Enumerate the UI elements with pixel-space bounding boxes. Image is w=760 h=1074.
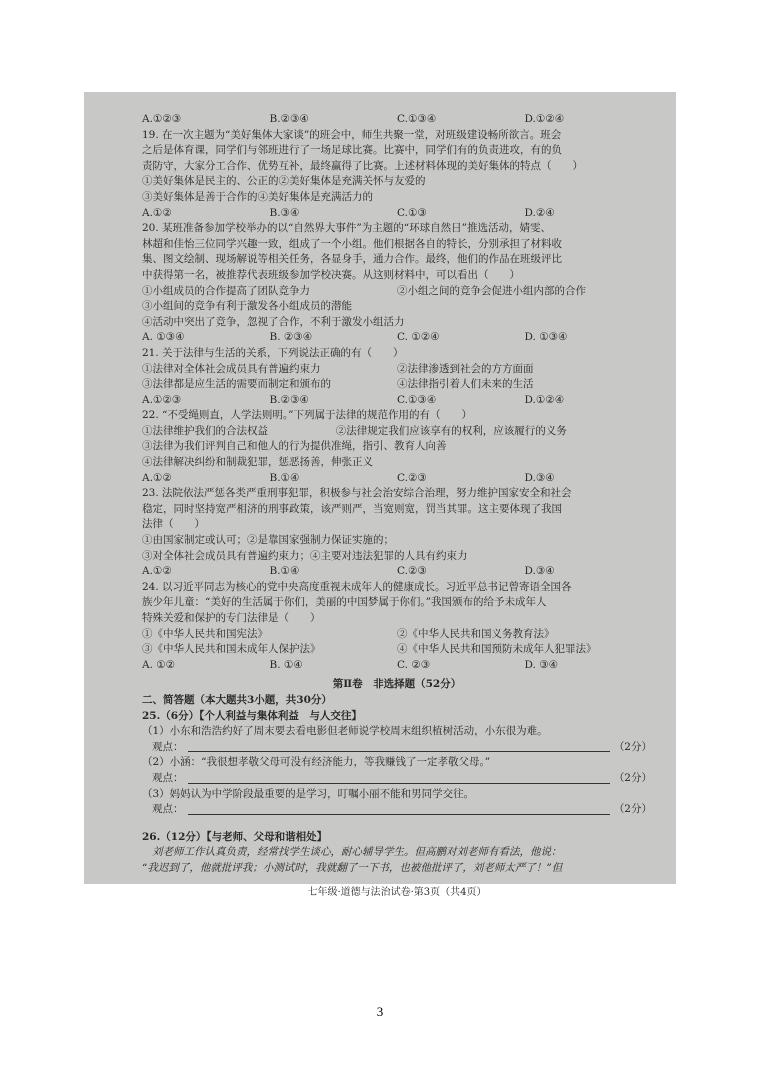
question-text: 20. 某班准备参加学校举办的以“自然界大事件”为主题的“环球自然日”推选活动，婧雯、 [142, 222, 552, 235]
option: A. ①② [142, 658, 176, 671]
answer-label: 观点： [152, 803, 184, 816]
statement: ①法律维护我们的合法权益 [142, 424, 268, 437]
part-title: 第Ⅱ卷 非选择题（52分） [332, 678, 462, 691]
option: D.①②④ [524, 393, 565, 406]
option: C.①③④ [397, 113, 437, 125]
option: B. ①④ [269, 658, 303, 671]
question-23 [142, 486, 652, 580]
statement: ④法律解决纠纷和制裁犯罪，惩恶扬善，伸张正义 [142, 456, 373, 469]
option: D.②④ [524, 206, 555, 219]
statement: ③对全体社会成员具有普遍约束力；④主要对违法犯罪的人具有约束力 [142, 549, 468, 562]
statement: ③法律都是应生活的需要而制定和颁布的 [142, 378, 331, 391]
option: A.①②③ [142, 113, 182, 125]
option: B.①④ [269, 565, 300, 578]
question-heading: 26.（12分）【与老师、父母和谐相处】 [142, 830, 328, 843]
statement: ②法律渗透到社会的方方面面 [397, 362, 534, 375]
option: B. ②③④ [269, 331, 313, 344]
question-text: 责防守，大家分工合作、优势互补，最终赢得了比赛。上述材料体现的美好集体的特点（ ） [142, 159, 583, 172]
option: C. ①②④ [397, 331, 440, 344]
answer-line [142, 740, 652, 756]
question-text: 林超和佳怡三位同学兴趣一致，组成了一个小组。他们根据各自的特长，分别承担了材料收 [142, 237, 562, 250]
option: A. ①③④ [142, 331, 185, 344]
question-text: 21. 关于法律与生活的关系，下列说法正确的有（ ） [142, 346, 404, 359]
question-heading: 25.（6分）【个人利益与集体利益 与人交往】 [142, 709, 362, 722]
question-text: 22. “不受绳则直，人学法则明。”下列属于法律的规范作用的有（ ） [142, 409, 473, 422]
option: B.①④ [269, 471, 300, 484]
score: （2分） [613, 740, 652, 753]
question-text: 集、图文绘制、现场解说等相关任务，各显身手，通力合作。最终，他们的作品在班级评比 [142, 253, 562, 266]
statement: ④《中华人民共和国预防未成年人犯罪法》 [397, 643, 597, 656]
q18-options [142, 112, 652, 128]
sub-question-text: （3）妈妈认为中学阶段最重要的是学习，叮嘱小丽不能和男同学交往。 [142, 787, 475, 800]
statement-pair [142, 362, 652, 378]
statement-pair [142, 424, 652, 440]
option: B.②③④ [269, 393, 309, 406]
statement: ①由国家制定或认可；②是靠国家强制力保证实施的； [142, 534, 394, 547]
answer-label: 观点： [152, 740, 184, 753]
question-24 [142, 580, 652, 674]
option: A.①② [142, 565, 172, 578]
page-number: 3 [376, 1004, 384, 1019]
statement: ④活动中突出了竞争，忽视了合作，不利于激发小组活力 [142, 315, 405, 328]
option: D.③④ [524, 565, 555, 578]
question-text: 特殊关爱和保护的专门法律是（ ） [142, 612, 321, 624]
statement: ③法律为我们评判自己和他人的行为提供准绳，指引、教育人向善 [142, 440, 447, 453]
option: C.②③ [397, 471, 427, 484]
option: A.①②③ [142, 393, 182, 406]
statement-pair [142, 627, 652, 643]
option: D.③④ [524, 471, 555, 484]
statement: ①小组成员的合作提高了团队竞争力 [142, 284, 310, 297]
question-text: 19. 在一次主题为“美好集体大家谈”的班会中，师生共聚一堂，对班级建设畅所欲言。班会 [142, 128, 562, 141]
material-text: “我迟到了，他就批评我；小测试时，我就翻了一下书，也被他批评了，刘老师太严了！”但 [142, 861, 563, 874]
option: C.①③④ [397, 393, 437, 406]
score: （2分） [613, 803, 652, 816]
question-26 [142, 830, 652, 877]
question-text: 之后是体育课，同学们与邻班进行了一场足球比赛。比赛中，同学们有的负责进攻，有的负 [142, 144, 562, 157]
statement: ④法律指引着人们未来的生活 [397, 378, 534, 391]
sub-question-text: （2）小涵：“我很想孝敬父母可没有经济能力，等我赚钱了一定孝敬父母。” [142, 756, 491, 769]
option: A.①② [142, 471, 172, 484]
option: C.①③ [397, 206, 427, 219]
question-text: 法律（ ） [142, 518, 205, 531]
question-25 [142, 709, 652, 818]
q23-options [142, 564, 652, 580]
q20-options [142, 330, 652, 346]
question-19 [142, 128, 652, 222]
question-22 [142, 408, 652, 486]
statement: ③《中华人民共和国未成年人保护法》 [142, 643, 321, 656]
question-20 [142, 221, 652, 346]
option: A.①② [142, 206, 172, 219]
section-heading: 二、简答题（本大题共3小题，共30分） [142, 693, 332, 706]
option: D. ①③④ [524, 331, 568, 344]
answer-label: 观点： [152, 771, 184, 784]
exam-sheet [142, 112, 652, 900]
q22-options [142, 471, 652, 487]
statement: ②《中华人民共和国义务教育法》 [397, 627, 555, 640]
answer-blank[interactable] [188, 802, 610, 815]
answer-line [142, 771, 652, 787]
option: B.③④ [269, 206, 300, 219]
q24-options [142, 658, 652, 674]
statement: ③小组间的竞争有利于激发各小组成员的潜能 [142, 300, 352, 313]
question-text: 24. 以习近平同志为核心的党中央高度重视未成年人的健康成长。习近平总书记曾寄语全国各 [142, 580, 572, 593]
question-text: 中获得第一名，被推荐代表班级参加学校决赛。从这则材料中，可以看出（ ） [142, 268, 520, 281]
material-text: 刘老师工作认真负责，经常找学生谈心，耐心辅导学生。但高鹏对刘老师有看法，他说： [152, 846, 562, 859]
statement-pair [142, 642, 652, 658]
option: D.①②④ [524, 113, 565, 125]
statement: ①《中华人民共和国宪法》 [142, 627, 268, 640]
score: （2分） [613, 771, 652, 784]
scanned-exam-page [84, 92, 676, 898]
q21-options [142, 393, 652, 409]
option: B.②③④ [269, 113, 309, 125]
statement: ①美好集体是民主的、公正的②美好集体是充满关怀与友爱的 [142, 175, 426, 188]
option: C. ②③ [397, 658, 431, 671]
statement-pair [142, 284, 652, 300]
statement: ①法律对全体社会成员具有普遍约束力 [142, 362, 321, 375]
question-text: 族少年儿童：“美好的生活属于你们，美丽的中国梦属于你们。”我国颁布的给予未成年人 [142, 596, 547, 609]
statement: ②法律规定我们应该享有的权利，应该履行的义务 [335, 424, 567, 437]
question-21 [142, 346, 652, 408]
answer-blank[interactable] [188, 740, 610, 753]
question-text: 稳定，同时坚持宽严相济的刑事政策，该严则严，当宽则宽，罚当其罪。这主要体现了我国 [142, 502, 562, 515]
option: D. ③④ [524, 658, 559, 671]
q19-options [142, 206, 652, 222]
statement-pair [142, 377, 652, 393]
answer-blank[interactable] [188, 771, 610, 784]
statement: ③美好集体是善于合作的④美好集体是充满活力的 [142, 190, 373, 203]
statement: ②小组之间的竞争会促进小组内部的合作 [397, 284, 586, 297]
question-text: 23. 法院依法严惩各类严重刑事犯罪，积极参与社会治安综合治理，努力维护国家安全和社会 [142, 487, 572, 500]
sub-question-text: （1）小东和浩浩约好了周末要去看电影但老师说学校周末组织植树活动，小东很为难。 [142, 725, 548, 738]
answer-line [142, 802, 652, 818]
page-footer: 七年级·道德与法治试卷·第3页（共4页） [307, 886, 487, 898]
option: C.②③ [397, 565, 427, 578]
